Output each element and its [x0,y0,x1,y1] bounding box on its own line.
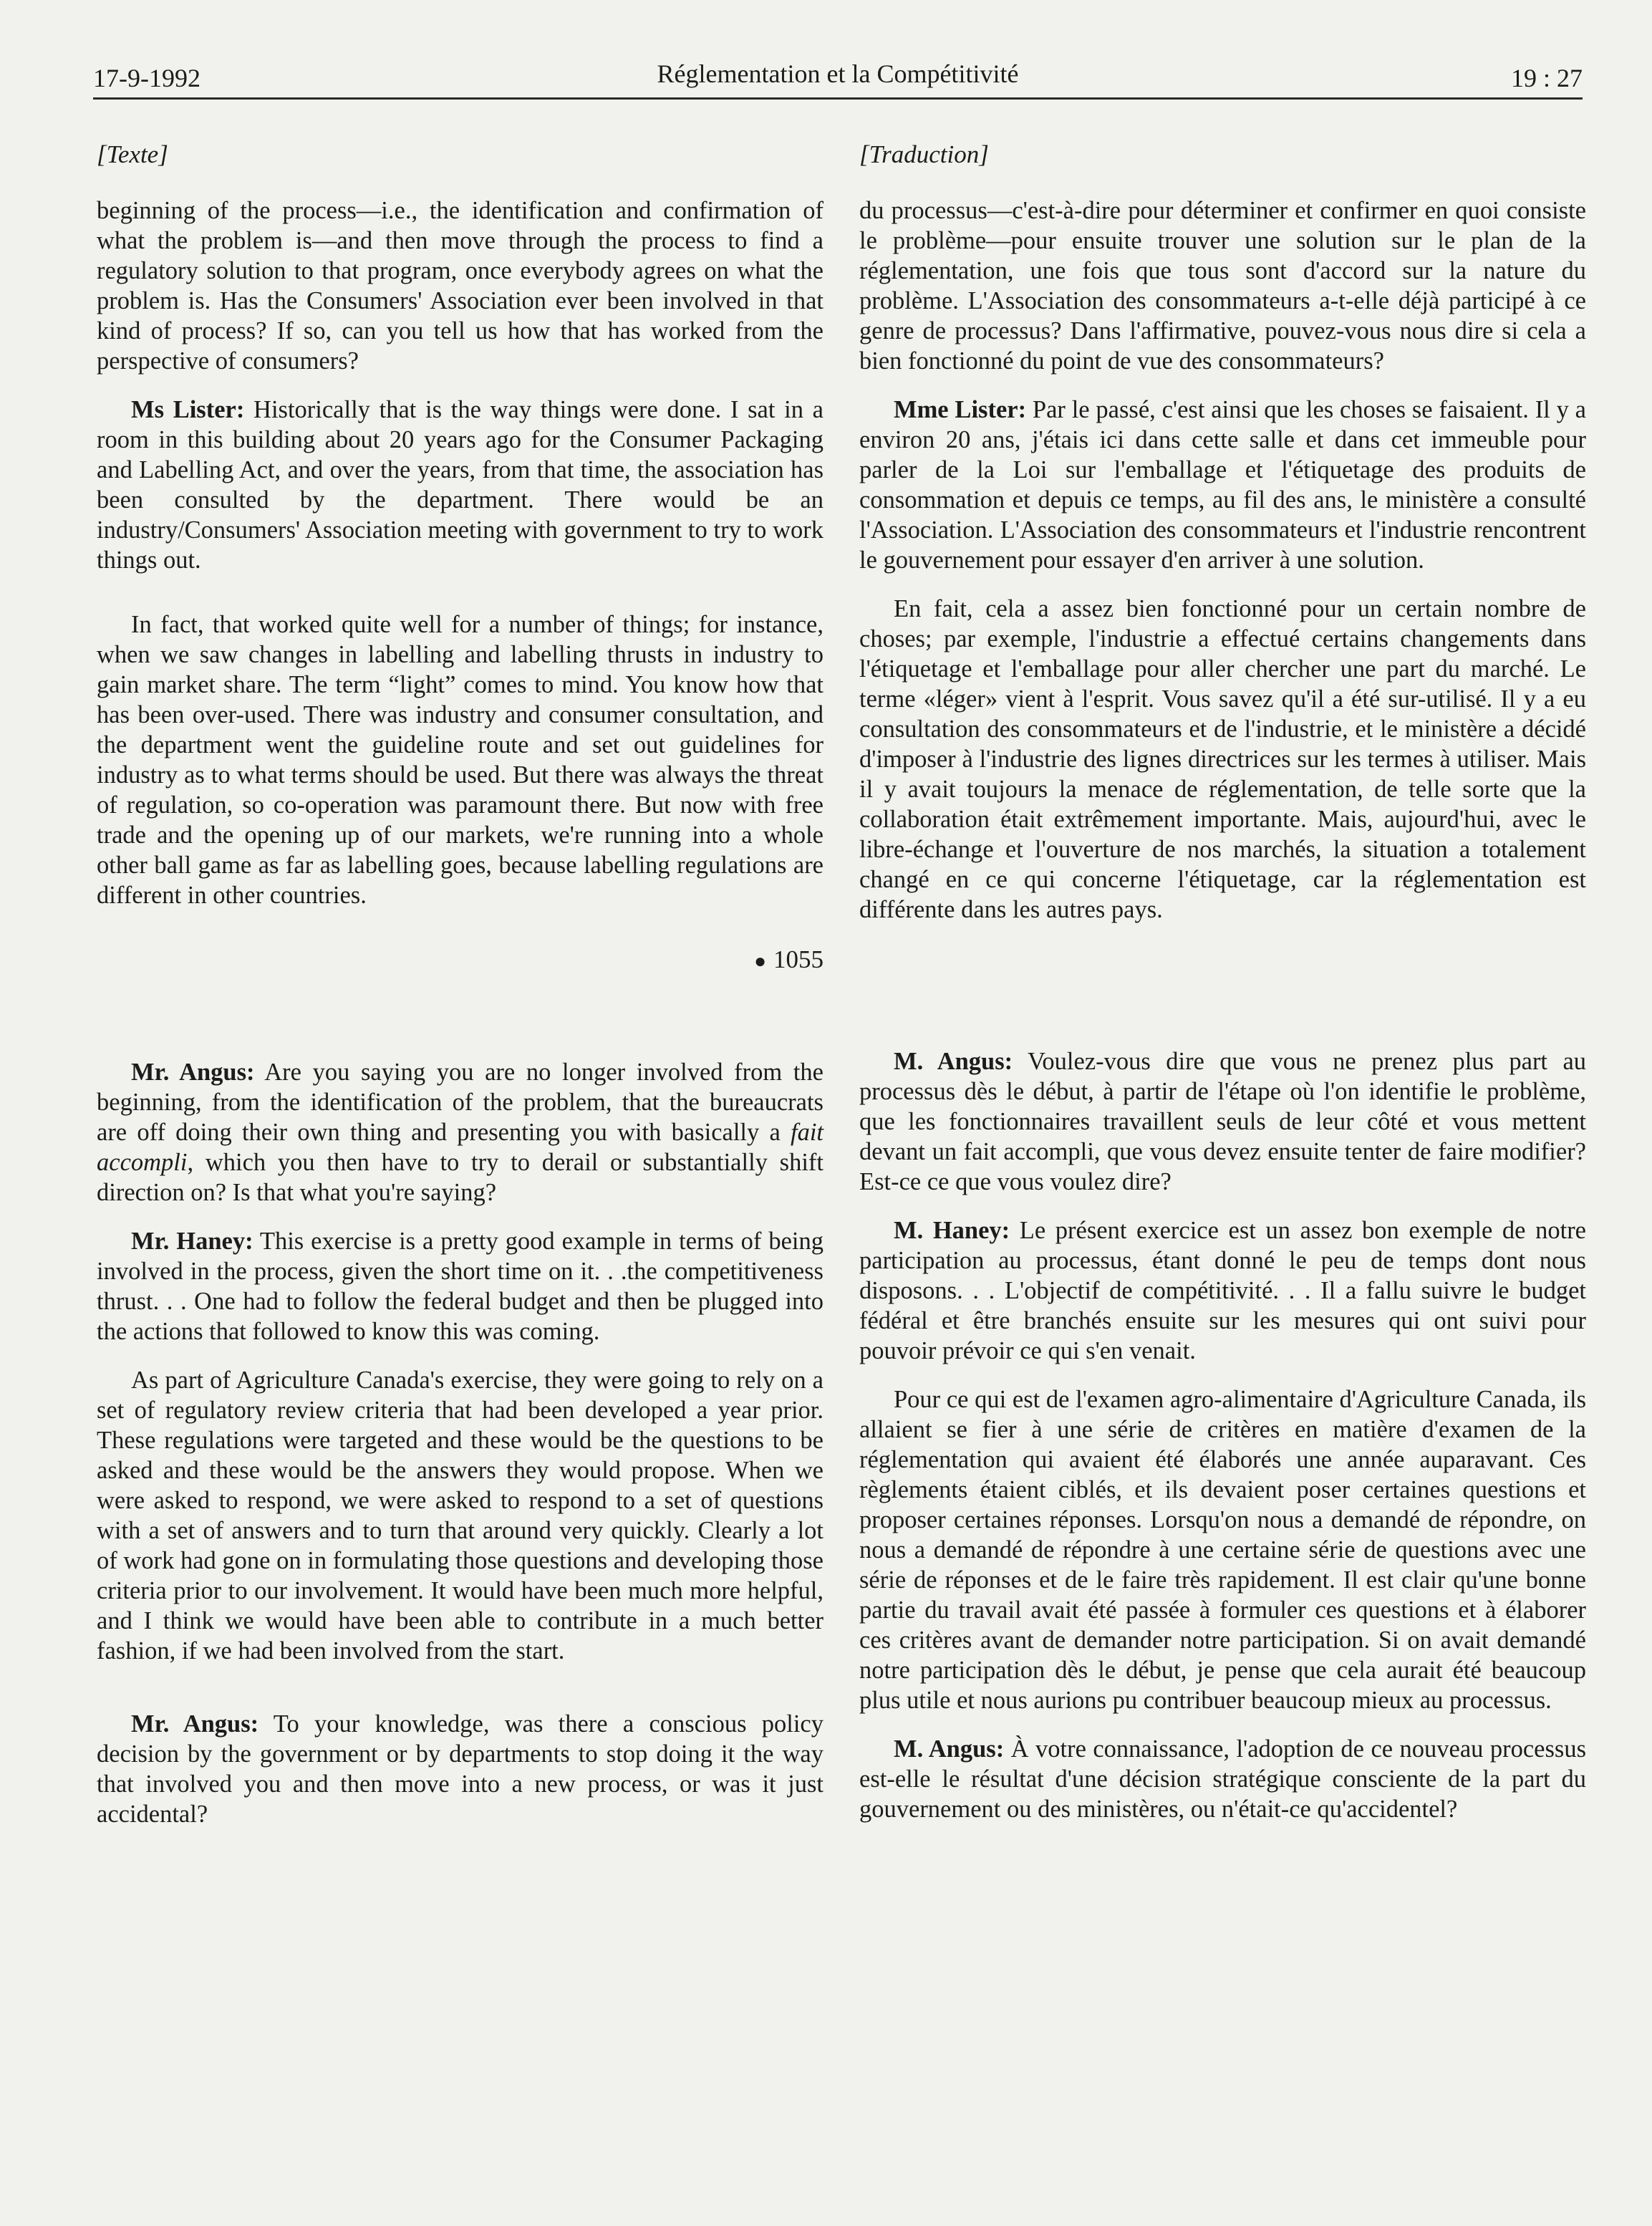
paragraph-text: , which you then have to try to derail or substantially shift direction on? Is that what you're saying? [97,1149,823,1206]
paragraph-text: Pour ce qui est de l'examen agro-alimentaire d'Agriculture Canada, ils allaient se fier à une série de critères en matière d'examen de la réglementation qui avaient été élaborés une année auparavant. Ces règlements étaient ciblés, et ils devaient poser certaines questions et proposer certaines réponses. Lorsqu'on nous a demandé de répondre, on nous a demandé de répondre à une certaine série de questions avec une série de réponses et de le faire très rapidement. Il est clair qu'une bonne partie du travail avait été passée à formuler ces questions et à élaborer ces critères avant de demander notre participation. Si on avait demandé notre participation dès le début, je pense que cela aurait été beaucoup plus utile et nous aurions pu contribuer beaucoup mieux au processus. [859,1386,1586,1714]
paragraph [97,1057,823,1208]
speaker-name: Mme Lister: [894,396,1027,423]
column-label-texte: [Texte] [97,140,168,168]
speaker-name: M. Haney: [894,1217,1010,1244]
paragraph [97,1709,823,1829]
emphasis-text: fait accompli [97,1119,823,1176]
paragraph [859,1046,1586,1197]
paragraph-text: In fact, that worked quite well for a number of things; for instance, when we saw changes in labelling and labelling thrusts in industry to gain market share. The term “light” comes to mind. You know how that has been over-used. There was industry and consumer consultation, and the department went the guideline route and set out guidelines for industry as to what terms should be used. But there was always the threat of regulation, so co-operation was paramount there. But now with free trade and the opening up of our markets, we're running into a whole other ball game as far as labelling goes, because labelling regulations are different in other countries. [97,611,823,909]
speaker-name: Mr. Haney: [131,1228,253,1255]
speaker-name: Ms Lister: [131,396,245,423]
header-page-number: 19 : 27 [1510,64,1583,92]
column-label-traduction: [Traduction] [859,140,989,168]
paragraph-text: beginning of the process—i.e., the identification and confirmation of what the problem is—and then move through the process to find a regulatory solution to that program, once everybody agrees on what the problem is. Has the Consumers' Association ever been involved in that kind of process? If so, can you tell us how that has worked from the perspective of consumers? [97,197,823,375]
paragraph [97,610,823,910]
paragraph [97,1226,823,1346]
paragraph-text: Historically that is the way things were done. I sat in a room in this building about 20 years ago for the Consumer Packaging and Labelling Act, and over the years, from that time, the association has been consulted by the department. There would be an industry/Consumers' Association meeting with government to try to work things out. [97,396,823,574]
header-rule [93,97,1583,100]
paragraph [859,1215,1586,1366]
header-date: 17-9-1992 [93,64,201,92]
paragraph-text: Voulez-vous dire que vous ne prenez plus part au processus dès le début, à partir de l'étape où l'on identifie le problème, que les fonctionnaires travaillent seuls de leur côté et vous mettent devant un fait accompli, que vous devez ensuite tenter de faire modifier? Est-ce ce que vous voulez dire? [859,1048,1587,1195]
paragraph-text: Are you saying you are no longer involved from the beginning, from the identification of the problem, that the bureaucrats are off doing their own thing and presenting you with basically a [97,1059,823,1146]
paragraph [859,1384,1586,1715]
paragraph [859,594,1586,925]
speaker-name: M. Angus: [894,1735,1005,1763]
paragraph [859,196,1586,376]
paragraph-text: As part of Agriculture Canada's exercise, they were going to rely on a set of regulatory review criteria that had been developed a year prior. These regulations were targeted and these would be the questions to be asked and these would be the answers they would propose. When we were asked to respond, we were asked to respond to a set of questions with a set of answers and to turn that around very quickly. Clearly a lot of work had gone on in formulating those questions and developing those criteria prior to our involvement. It would have been much more helpful, and I think we would have been able to contribute in a much better fashion, if we had been involved from the start. [97,1367,823,1664]
paragraph-text: To your knowledge, was there a conscious policy decision by the government or by departments to stop doing it the way that involved you and then move into a new process, or was it just accidental? [97,1710,823,1828]
page-header [93,59,1583,99]
paragraph [97,196,823,376]
speaker-name: Mr. Angus: [131,1059,255,1086]
paragraph-text: À votre connaissance, l'adoption de ce nouveau processus est-elle le résultat d'une décision stratégique consciente de la part du gouvernement ou des ministères, ou n'était-ce qu'accidentel? [859,1735,1586,1823]
header-title: Réglementation et la Compétitivité [657,59,1019,88]
paragraph [97,395,823,575]
paragraph-text: Le présent exercice est un assez bon exemple de notre participation au processus, étant donné le peu de temps dont nous disposons. . . L'objectif de compétitivité. . . Il a fallu suivre le budget fédéral et être branchés ensuite sur les mesures qui ont suivi pour pouvoir prévoir ce qui s'en venait. [859,1217,1586,1364]
paragraph-text: En fait, cela a assez bien fonctionné pour un certain nombre de choses; par exemple, l'industrie a effectué certains changements dans l'étiquetage et l'emballage pour aller chercher une part du marché. Le terme «léger» vient à l'esprit. Vous savez qu'il a été sur-utilisé. Il y a eu consultation des consommateurs et de l'industrie, et le ministère a décidé d'imposer à l'industrie des lignes directrices sur les termes à utiliser. Mais il y avait toujours la menace de réglementation, de telle sorte que la collaboration était extrêmement importante. Mais, aujourd'hui, avec le libre-échange et l'ouverture de nos marchés, la situation a totalement changé en ce qui concerne l'étiquetage, car la réglementation est différente dans les autres pays. [859,595,1586,923]
paragraph [97,1365,823,1666]
paragraph-text: This exercise is a pretty good example in terms of being involved in the process, given the short time on it. . .the competitiveness thrust. . . One had to follow the federal budget and then be plugged into the actions that followed to know this was coming. [97,1228,823,1345]
paragraph-text: Par le passé, c'est ainsi que les choses se faisaient. Il y a environ 20 ans, j'étais ici dans cette salle et dans cet immeuble pour parler de la Loi sur l'emballage et l'étiquetage des produits de consommation et depuis ce temps, au fil des ans, le ministère a consulté l'Association. L'Association des consommateurs et l'industrie rencontrent le gouvernement pour essayer d'en arriver à une solution. [859,396,1586,574]
paragraph [859,1734,1586,1824]
column-french [859,140,1586,1843]
time-mark [97,945,823,977]
paragraph-text: du processus—c'est-à-dire pour déterminer et confirmer en quoi consiste le problème—pour ensuite trouver une solution sur le plan de la réglementation, une fois que tous sont d'accord sur la nature du problème. L'Association des consommateurs a-t-elle déjà participé à ce genre de processus? Dans l'affirmative, pouvez-vous nous dire si cela a bien fonctionné du point de vue des consommateurs? [859,197,1586,375]
speaker-name: Mr. Angus: [131,1710,259,1738]
paragraph [859,395,1586,575]
bullet-icon: ● [754,950,766,973]
time-mark-value: 1055 [773,945,823,973]
speaker-name: M. Angus: [894,1048,1013,1075]
column-english [97,140,823,1848]
